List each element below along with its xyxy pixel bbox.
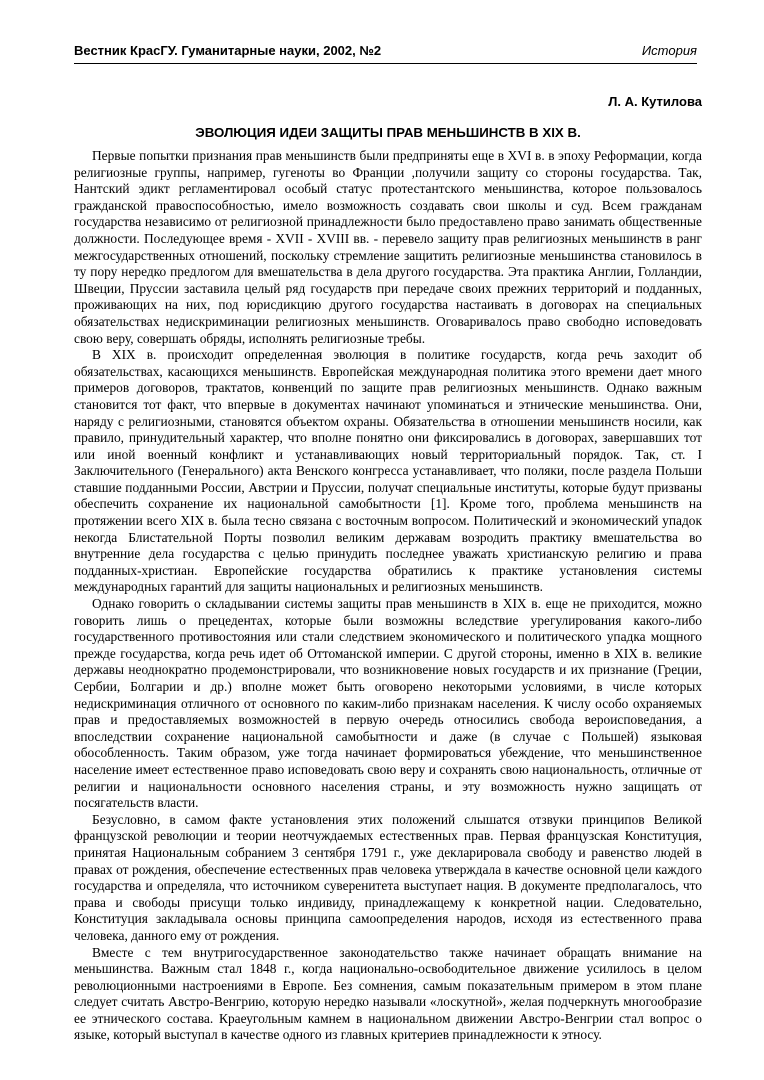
article-title: ЭВОЛЮЦИЯ ИДЕИ ЗАЩИТЫ ПРАВ МЕНЬШИНСТВ В XIX В.	[195, 125, 581, 140]
paragraph: Вместе с тем внутригосударственное законодательство также начинает обращать внимание на меньшинства. Важным стал 1848 г., когда национально-освободительное движение усилилось в целом революционными настроениями в Европе. Без сомнения, самым показательным примером в этом плане следует считать Австро-Венгрию, которую нередко называли «лоскутной», желая подчеркнуть многообразие ее этнического состава. Краеугольным камнем в национальном движении Австро-Венгрии стал вопрос о языке, который выступал в качестве одного из главных критериев принадлежности к этносу.	[74, 944, 702, 1043]
article-body	[74, 148, 702, 1044]
section-name: История	[641, 43, 697, 58]
paragraph: Безусловно, в самом факте установления этих положений слышатся отзвуки принципов Великой французской революции и теории неотчуждаемых естественных прав. Первая французская Конституция, принятая Национальным собранием 3 сентября 1791 г., уже декларировала свободу и равенство людей в правах от рождения, обеспечение естественных прав человека утверждала в качестве основной цели каждого государства и определяла, что источником суверенитета выступает нация. В документе предполагалось, что права и свободы присущи только индивиду, принадлежащему к конкретной нации. Следовательно, Конституция закладывала основы принципа самоопределения народов, исходя из естественного права человека, данного ему от рождения.	[74, 811, 702, 943]
author-name: Л. А. Кутилова	[608, 94, 702, 109]
paragraph: Однако говорить о складывании системы защиты прав меньшинств в XIX в. еще не приходится, можно говорить лишь о прецедентах, которые были возможны вследствие урегулирования какого-либо государственного противостояния или стали следствием экономического и политического упадка мощного прежде государства, когда речь идет об Оттоманской империи. С другой стороны, именно в XIX в. великие державы неоднократно продемонстрировали, что возникновение новых государств и их признание (Греции, Сербии, Болгарии и др.) вполне может быть оговорено некоторыми условиями, в числе которых недискриминация отличного от основного по каким-либо признакам населения. К числу особо охраняемых прав и предоставляемых возможностей в первую очередь относились свобода вероисповедания, а впоследствии сохранение национальной самобытности и даже (в случае с Польшей) языковая обособленность. Таким образом, уже тогда начинает формироваться убеждение, что меньшинственное население имеет естественное право исповедовать свою веру и сохранять свою национальность, отличные от религии и национальности основного населения страны, и эту возможность нужно защищать от посягательств власти.	[74, 596, 702, 811]
journal-title: Вестник КрасГУ. Гуманитарные науки, 2002, №2	[74, 43, 382, 58]
running-header	[74, 43, 697, 64]
paragraph: Первые попытки признания прав меньшинств были предприняты еще в XVI в. в эпоху Реформации, когда религиозные группы, например, гугеноты во Франции ,получили защиту со стороны государства. Так, Нантский эдикт регламентировал особый статус протестантского меньшинства, которое пользовалось гражданской правоспособностью, имело возможность создавать свои школы и суд. Всем гражданам государства независимо от религиозной принадлежности было предоставлено право занимать общественные должности. Последующее время - XVII - XVIII вв. - перевело защиту прав религиозных меньшинств в ранг межгосударственных отношений, поскольку стремление защитить религиозные меньшинства становилось в ту пору нередко предлогом для вмешательства в дела другого государства. Эта практика Англии, Голландии, Швеции, Пруссии заставила целый ряд государств при передаче своих прежних территорий и подданных, проживающих на них, под юрисдикцию другого государства настаивать в договорах на специальных обязательствах недискриминации религиозных меньшинств. Оговаривалось право свободно исповедовать свою веру, совершать обряды, исполнять религиозные требы.	[74, 148, 702, 346]
paragraph: В XIX в. происходит определенная эволюция в политике государств, когда речь заходит об обязательствах, касающихся меньшинств. Европейская международная политика этого времени дает много примеров договоров, трактатов, конвенций по защите прав религиозных меньшинств. Однако важным становится тот факт, что впервые в документах начинают упоминаться и этнические меньшинства. Они, наряду с религиозными, становятся объектом охраны. Обязательства в отношении меньшинств носили, как правило, принудительный характер, что вполне понятно они фиксировались в договорах, завершавших тот или иной военный конфликт и устанавливающих новый территориальный порядок. Так, ст. I Заключительного (Генерального) акта Венского конгресса устанавливает, что поляки, после раздела Польши ставшие подданными России, Австрии и Пруссии, получат специальные институты, которые будут призваны обеспечить сохранение их национальной самобытности [1]. Кроме того, проблема меньшинств на протяжении всего XIX в. была тесно связана с восточным вопросом. Политический и экономический упадок некогда Блистательной Порты позволил великим державам возродить практику вмешательства во внутренние дела государства с целью принудить последнее уважать христианскую религию и права подданных-христиан. Европейские государства обратились к практике установления системы международных гарантий для защиты национальных и религиозных меньшинств.	[74, 347, 702, 595]
